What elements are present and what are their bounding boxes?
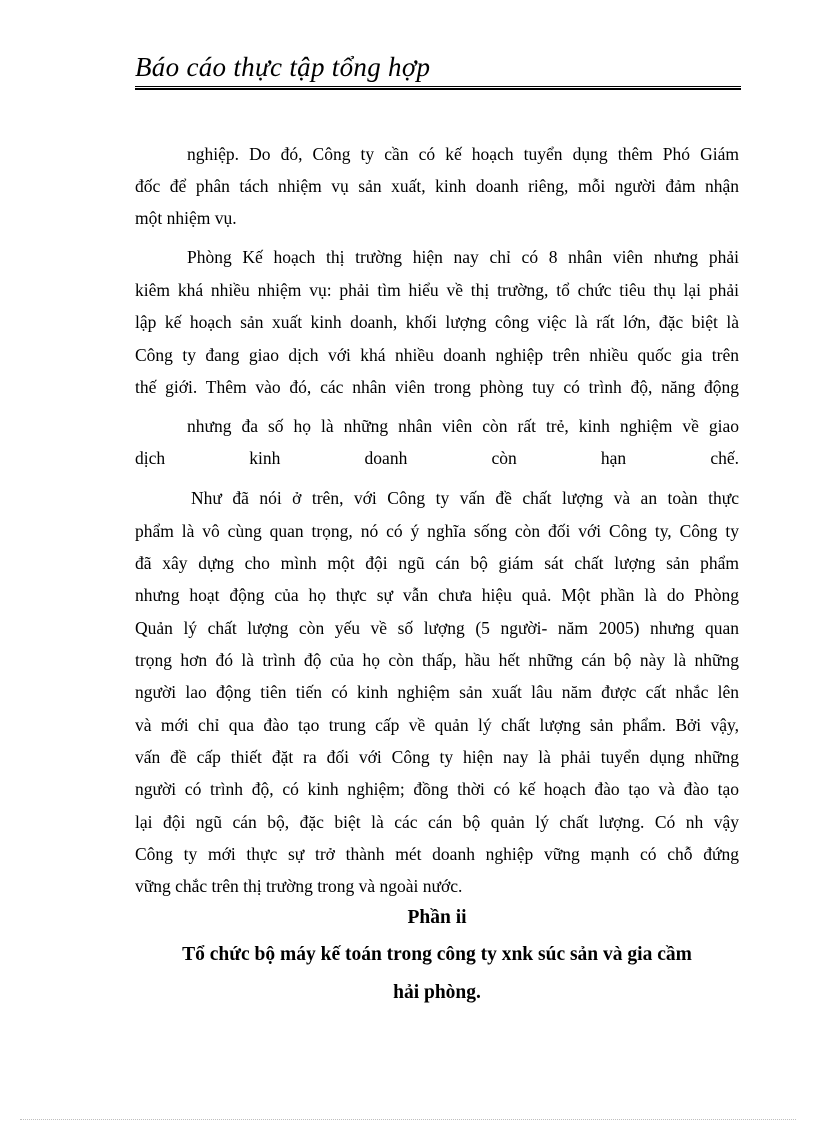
text-line: đã xây dựng cho mình một đội ngũ cán bộ giám sát chất lượng sản phẩm [135,553,739,573]
text-line: một nhiệm vụ. [135,208,237,228]
text-line: Quản lý chất lượng còn yếu về số lượng (5 người- năm 2005) nhưng quan [135,618,739,638]
text-line: Như đã nói ở trên, với Công ty vấn đề chất lượng và an toàn thực [191,488,739,508]
text-line: nhưng hoạt động của họ thực sự vẫn chưa hiệu quả. Một phần là do Phòng [135,585,739,605]
text-line: phẩm là vô cùng quan trọng, nó có ý nghĩa sống còn đối với Công ty, Công ty [135,521,739,541]
text-line: Công ty mới thực sự trở thành mét doanh nghiệp vững mạnh có chỗ đứng [135,844,739,864]
section-part-heading: Phần ii [407,907,467,928]
text-line: người lao động tiên tiến có kinh nghiệm sản xuất lâu năm được cất nhắc lên [135,682,739,702]
text-line: kiêm khá nhiều nhiệm vụ: phải tìm hiểu về thị trường, tổ chức tiêu thụ lại phải [135,280,739,300]
text-line: nhưng đa số họ là những nhân viên còn rất trẻ, kinh nghiệm về giao [187,416,739,436]
text-line: nghiệp. Do đó, Công ty cần có kế hoạch tuyển dụng thêm Phó Giám [187,144,739,164]
text-line: lại đội ngũ cán bộ, đặc biệt là các cán bộ quản lý chất lượng. Có nh vậy [135,812,739,832]
header-rule-thin [135,86,741,87]
text-line: Phòng Kế hoạch thị trường hiện nay chỉ có 8 nhân viên nhưng phải [187,247,739,267]
text-line: vững chắc trên thị trường trong và ngoài nước. [135,876,463,896]
text-line: trọng hơn đó là trình độ của họ còn thấp, hầu hết những cán bộ này là những [135,650,739,670]
text-line: lập kế hoạch sản xuất kinh doanh, khối lượng công việc là rất lớn, đặc biệt là [135,312,739,332]
section-title-line-2: hải phòng. [393,982,481,1003]
section-title-line-1: Tổ chức bộ máy kế toán trong công ty xnk súc sản và gia cầm [182,944,692,965]
page-bottom-dotted-rule [20,1119,796,1120]
text-line: Công ty đang giao dịch với khá nhiều doanh nghiệp trên nhiều quốc gia trên [135,345,739,365]
text-line: và mới chỉ qua đào tạo trung cấp về quản lý chất lượng sản phẩm. Bởi vậy, [135,715,739,735]
header-rule-thick [135,88,741,90]
page-header-title: Báo cáo thực tập tổng hợp [135,52,431,82]
text-line: dịch kinh doanh còn hạn chế. [135,448,739,468]
text-line: đốc để phân tách nhiệm vụ sản xuất, kinh doanh riêng, mỗi người đảm nhận [135,176,739,196]
text-line: vấn đề cấp thiết đặt ra đối với Công ty hiện nay là phải tuyển dụng những [135,747,739,767]
text-line: người có trình độ, có kinh nghiệm; đồng thời có kế hoạch đào tạo và đào tạo [135,779,739,799]
text-line: thế giới. Thêm vào đó, các nhân viên trong phòng tuy có trình độ, năng động [135,377,739,397]
